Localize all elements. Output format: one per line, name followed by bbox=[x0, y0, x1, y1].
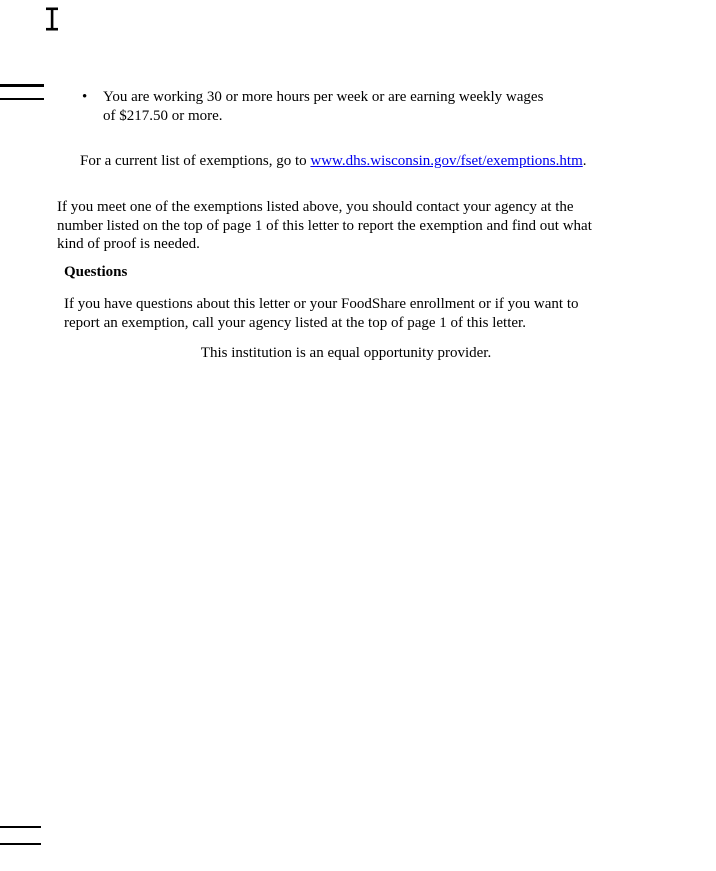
exemptions-link-line bbox=[80, 152, 586, 171]
exemptions-link[interactable]: www.dhs.wisconsin.gov/fset/exemptions.htm bbox=[310, 153, 583, 169]
text-line: of $217.50 or more. bbox=[103, 107, 223, 124]
bullet-item bbox=[82, 88, 582, 125]
margin-mark-icon bbox=[0, 98, 44, 100]
text-line: You are working 30 or more hours per week or are earning weekly wages bbox=[103, 89, 544, 105]
equal-opportunity-line: This institution is an equal opportunity provider. bbox=[200, 345, 492, 361]
link-line-prefix: For a current list of exemptions, go to bbox=[80, 153, 311, 169]
text-line: If you have questions about this letter or your FoodShare enrollment or if you want to bbox=[64, 296, 579, 312]
margin-mark-icon bbox=[0, 843, 41, 845]
questions-heading: Questions bbox=[64, 264, 128, 280]
text-line: number listed on the top of page 1 of this letter to report the exemption and find out what bbox=[57, 217, 592, 234]
text-line: report an exemption, call your agency listed at the top of page 1 of this letter. bbox=[64, 314, 526, 331]
link-line-suffix: . bbox=[582, 153, 587, 169]
bullet-text bbox=[103, 88, 543, 125]
margin-mark-icon bbox=[0, 826, 41, 828]
questions-paragraph bbox=[64, 295, 634, 332]
text-line: kind of proof is needed. bbox=[57, 236, 200, 252]
i-beam-cursor-icon bbox=[44, 7, 60, 31]
margin-mark-icon bbox=[0, 84, 44, 87]
contact-paragraph bbox=[57, 198, 637, 254]
bullet-marker: • bbox=[82, 89, 88, 105]
text-line: If you meet one of the exemptions listed above, you should contact your agency at the bbox=[57, 199, 574, 215]
